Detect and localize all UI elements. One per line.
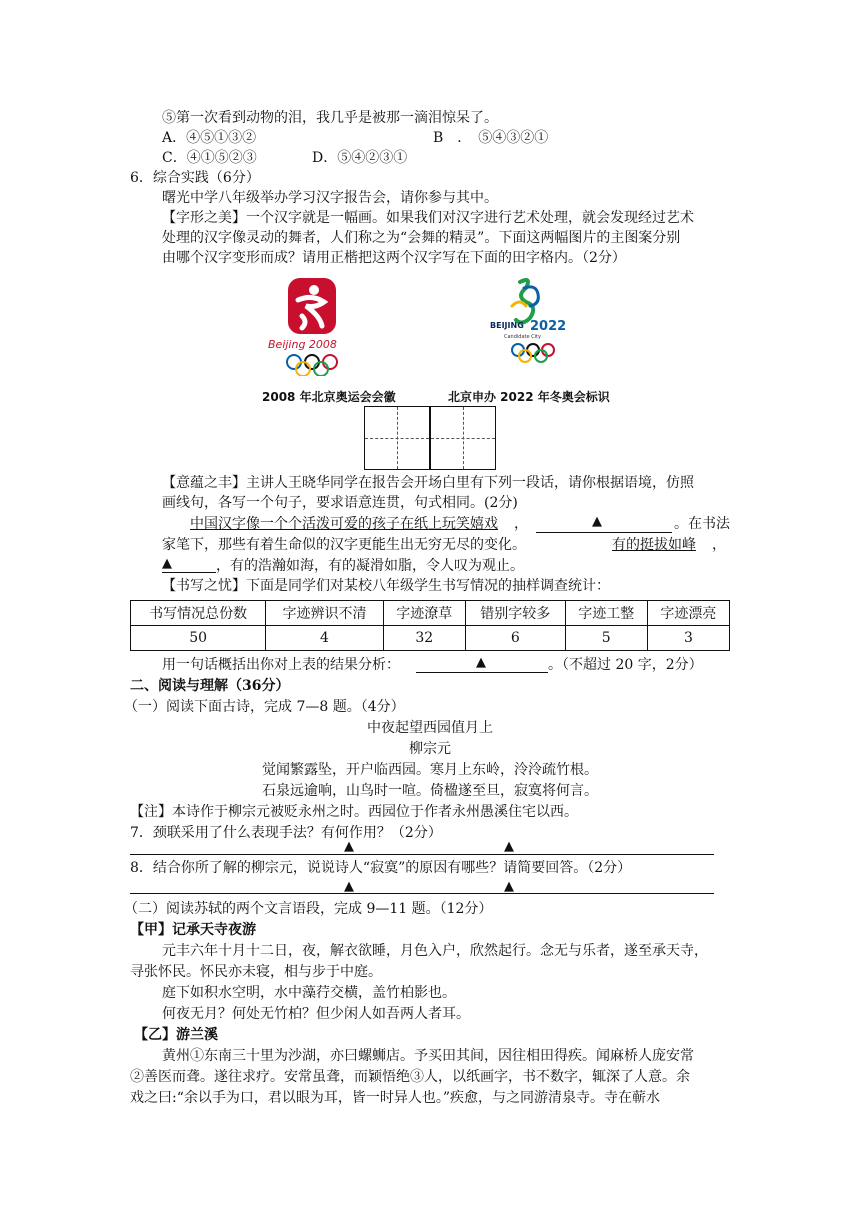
table-cell: 4 bbox=[266, 626, 384, 651]
passage-yi-line-1: 黄州①东南三十里为沙湖，亦曰螺蛳店。予买田其间，因往相田得疾。闻麻桥人庞安常 bbox=[162, 1048, 694, 1064]
table-header: 书写情况总份数 bbox=[131, 601, 266, 626]
table-cell: 5 bbox=[565, 626, 647, 651]
summary-end: 。（不超过 20 字，2分） bbox=[548, 657, 703, 673]
triangle-marker: ▲ bbox=[504, 879, 514, 894]
choice-c: C．④①⑤②③ bbox=[162, 150, 257, 166]
passage-yi-line-2: ②善医而聋。遂往求疗。安常虽聋，而颖悟绝③人，以纸画字，书不数字，辄深了人意。余 bbox=[130, 1069, 690, 1085]
table-header: 字迹工整 bbox=[565, 601, 647, 626]
beijing-2008-logo bbox=[262, 276, 362, 376]
table-header-row bbox=[131, 601, 730, 626]
triangle-marker: ▲ bbox=[344, 879, 354, 894]
part-1-instruction: （一）阅读下面古诗，完成 7—8 题。（4分） bbox=[124, 699, 405, 715]
poem-line-1: 觉闻繁露坠，开户临西园。寒月上东岭，泠泠疏竹根。 bbox=[262, 762, 598, 778]
triangle-marker: ▲ bbox=[162, 556, 172, 571]
poem-line-2: 石泉远逾响，山鸟时一喧。倚楹遂至旦，寂寞将何言。 bbox=[262, 783, 598, 799]
triangle-marker: ▲ bbox=[476, 655, 486, 670]
yiyun-line-4: 家笔下，那些有着生命似的汉字更能生出无穷无尽的变化。 bbox=[162, 537, 526, 553]
passage-yi-title: 【乙】游兰溪 bbox=[134, 1027, 218, 1043]
table-cell: 50 bbox=[131, 626, 266, 651]
poem-author: 柳宗元 bbox=[409, 741, 451, 757]
logo2-beijing: BEIJING bbox=[490, 321, 524, 330]
table-cell: 6 bbox=[465, 626, 565, 651]
logo2-year: 2022 bbox=[530, 319, 567, 334]
passage-jia-line-2: 寻张怀民。怀民亦未寝，相与步于中庭。 bbox=[130, 964, 382, 980]
triangle-marker: ▲ bbox=[592, 514, 602, 529]
tianzige-box-2[interactable] bbox=[430, 406, 496, 470]
question-6-title: 6．综合实践（6分） bbox=[130, 170, 260, 186]
answer-line-q7[interactable] bbox=[130, 854, 714, 855]
yiyun-line-5: ，有的浩瀚如海，有的凝滑如脂，令人叹为观止。 bbox=[216, 558, 524, 574]
intro-text: 曙光中学八年级举办学习汉字报告会，请你参与其中。 bbox=[162, 190, 498, 206]
tianzige-box-1[interactable] bbox=[364, 406, 430, 470]
part-2-instruction: （二）阅读苏轼的两个文言语段，完成 9—11 题。（12分） bbox=[124, 901, 493, 917]
passage-yi-line-3: 戏之曰:“余以手为口，君以眼为耳，皆一时异人也。”疾愈，与之同游清泉寺。寺在蕲水 bbox=[130, 1090, 661, 1106]
table-header: 字迹潦草 bbox=[383, 601, 465, 626]
table-cell: 3 bbox=[647, 626, 729, 651]
answer-blank-3[interactable] bbox=[416, 672, 548, 673]
choice-d: D．⑤④②③① bbox=[312, 150, 408, 166]
choice-a: A．④⑤①③② bbox=[162, 130, 257, 146]
yiyun-line-3-end: 。在书法 bbox=[674, 516, 730, 532]
poem-title: 中夜起望西园值月上 bbox=[367, 720, 493, 736]
summary-prompt: 用一句话概括出你对上表的结果分析： bbox=[162, 657, 400, 673]
survey-table bbox=[130, 600, 730, 651]
shuxie-line-1: 【书写之忧】下面是同学们对某校八年级学生书写情况的抽样调查统计： bbox=[162, 578, 610, 594]
passage-jia-line-4: 何夜无月？何处无竹柏？但少闲人如吾两人者耳。 bbox=[162, 1006, 470, 1022]
logo1-caption-text: 2008 年北京奥运会会徽 bbox=[262, 390, 396, 404]
yiyun-underlined-phrase: 有的挺拔如峰 bbox=[612, 537, 696, 553]
logo2-candidate: Candidate City bbox=[504, 334, 541, 340]
logo2-caption-text: 北京申办 2022 年冬奥会标识 bbox=[448, 390, 610, 404]
yiyun-line-2: 画线句，各写一个句子，要求语意连贯，句式相同。(2分) bbox=[162, 495, 518, 511]
yiyun-line-1: 【意蕴之丰】主讲人王晓华同学在报告会开场白里有下列一段话，请你根据语境，仿照 bbox=[162, 475, 694, 491]
answer-blank-1[interactable] bbox=[536, 532, 672, 533]
question-8: 8．结合你所了解的柳宗元，说说诗人“寂寞”的原因有哪些？请简要回答。（2分） bbox=[130, 860, 632, 876]
answer-line-q8[interactable] bbox=[130, 893, 714, 894]
zixing-line-3: 由哪个汉字变形而成？请用正楷把这两个汉字写在下面的田字格内。（2分） bbox=[162, 250, 626, 266]
table-row bbox=[131, 626, 730, 651]
zixing-line-2: 处理的汉字像灵动的舞者，人们称之为“会舞的精灵”。下面这两幅图片的主图案分别 bbox=[162, 230, 681, 246]
passage-jia-title: 【甲】记承天寺夜游 bbox=[130, 922, 256, 938]
beijing-2022-logo bbox=[486, 276, 576, 368]
option-line-5: ⑤第一次看到动物的泪，我几乎是被那一滴泪惊呆了。 bbox=[162, 110, 498, 126]
table-cell: 32 bbox=[383, 626, 465, 651]
triangle-marker: ▲ bbox=[344, 839, 354, 854]
table-header: 错别字较多 bbox=[465, 601, 565, 626]
yiyun-comma-2: ， bbox=[712, 537, 726, 553]
passage-jia-line-3: 庭下如积水空明，水中藻荇交横，盖竹柏影也。 bbox=[162, 985, 456, 1001]
section-2-title: 二、阅读与理解（36分） bbox=[130, 678, 290, 694]
logo1-caption: Beijing 2008 bbox=[268, 338, 337, 351]
triangle-marker: ▲ bbox=[504, 839, 514, 854]
answer-blank-2[interactable] bbox=[162, 572, 216, 573]
table-header: 字迹辨识不清 bbox=[266, 601, 384, 626]
question-7: 7．颈联采用了什么表现手法？有何作用？（2分） bbox=[130, 825, 442, 841]
table-header: 字迹漂亮 bbox=[647, 601, 729, 626]
yiyun-comma-1: ， bbox=[514, 516, 528, 532]
yiyun-example-sentence: 中国汉字像一个个活泼可爱的孩子在纸上玩笑嬉戏 bbox=[190, 516, 498, 532]
poem-note: 【注】本诗作于柳宗元被贬永州之时。西园位于作者永州愚溪住宅以西。 bbox=[130, 804, 578, 820]
passage-jia-line-1: 元丰六年十月十二日，夜，解衣欲睡，月色入户，欣然起行。念无与乐者，遂至承天寺， bbox=[162, 943, 708, 959]
zixing-line-1: 【字形之美】一个汉字就是一幅画。如果我们对汉字进行艺术处理，就会发现经过艺术 bbox=[162, 210, 694, 226]
choice-b: B ． ⑤④③②① bbox=[433, 130, 549, 146]
